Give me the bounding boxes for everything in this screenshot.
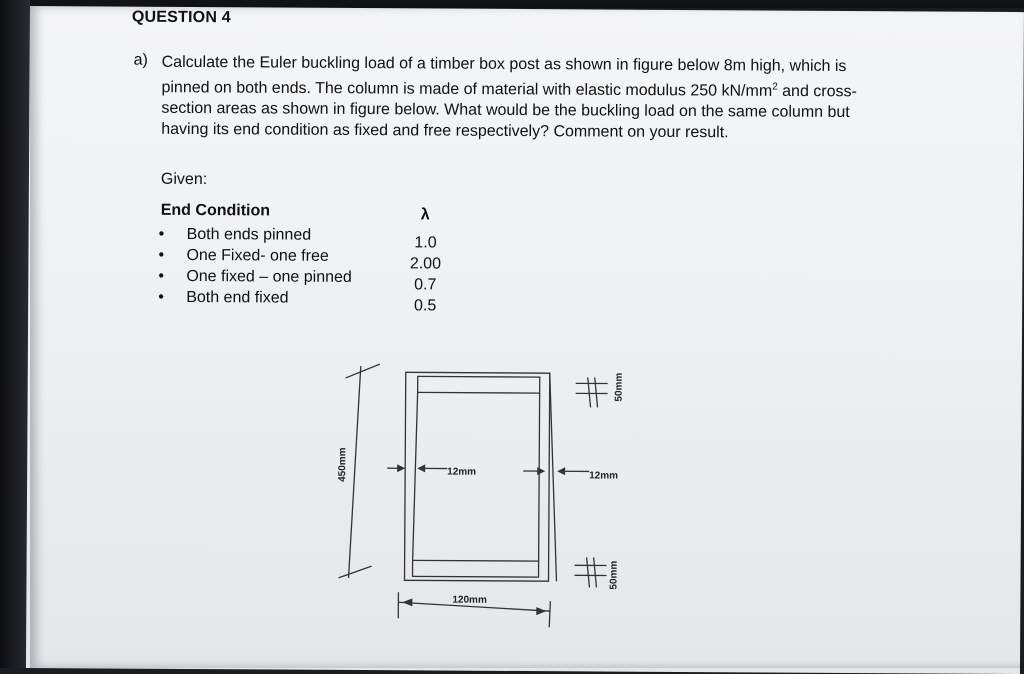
- left-web-inner-line: [413, 392, 418, 560]
- bullet: •: [158, 289, 164, 307]
- right-web-inner-line: [539, 393, 540, 561]
- top-flange: [418, 376, 540, 393]
- arrowhead: [397, 464, 405, 472]
- lambda-value: 1.0: [404, 234, 446, 255]
- question-text-superscript: 2: [772, 82, 778, 93]
- screen-bezel-left: [0, 0, 30, 668]
- width-label: 120mm: [452, 595, 487, 606]
- left-wall-label: 12mm: [447, 467, 476, 478]
- arrowhead: [537, 467, 545, 475]
- lambda-value: 0.5: [404, 297, 446, 318]
- given-label: Given:: [161, 171, 207, 189]
- arrowhead: [417, 464, 425, 472]
- height-tick-bottom: [339, 566, 372, 578]
- lambda-header: λ: [421, 206, 430, 224]
- height-dimension-line: [349, 366, 361, 578]
- arrowhead: [402, 598, 412, 606]
- box-section-figure: [26, 6, 1024, 674]
- bottom-flange: [413, 560, 539, 577]
- width-tick-right: [549, 601, 550, 627]
- bullet: •: [158, 268, 164, 286]
- end-condition-text: Both ends pinned: [187, 226, 312, 244]
- top-flange-label: 50mm: [614, 373, 625, 402]
- end-condition-text: One fixed – one pinned: [186, 268, 352, 286]
- bottom-flange-dim-line-b: [593, 557, 596, 587]
- lambda-value: 0.7: [404, 276, 446, 297]
- bottom-flange-dim-line-a: [586, 557, 589, 587]
- top-flange-dim-line-a: [588, 377, 591, 407]
- height-tick-top: [346, 364, 380, 378]
- arrowhead: [536, 607, 546, 615]
- bottom-flange-label: 50mm: [608, 561, 619, 590]
- end-condition-text: Both end fixed: [186, 289, 288, 307]
- end-condition-text: One Fixed- one free: [186, 247, 328, 265]
- right-wall-label: 12mm: [589, 470, 618, 481]
- end-condition-header: End Condition: [161, 202, 270, 221]
- box-outer-outline: [404, 372, 549, 581]
- bullet: •: [158, 247, 164, 265]
- lambda-value: 2.00: [404, 255, 446, 276]
- question-title: QUESTION 4: [132, 9, 231, 28]
- top-flange-dim-line-b: [595, 377, 598, 407]
- height-label: 450mm: [337, 447, 348, 482]
- question-text-post: and cross-section areas as shown in figure below. What would be the buckling load on the same column but having its end condition as fixed and free respectively? Comment on your result.: [161, 83, 857, 142]
- question-text-pre: Calculate the Euler buckling load of a timber box post as shown in figure below 8m high, which is pinned on both ends. The column is made of material with elastic modulus 250 kN/mm: [161, 54, 846, 100]
- document-page: [26, 6, 1024, 674]
- bullet: •: [159, 226, 165, 244]
- arrowhead: [557, 467, 565, 475]
- question-part-label: a): [134, 52, 148, 70]
